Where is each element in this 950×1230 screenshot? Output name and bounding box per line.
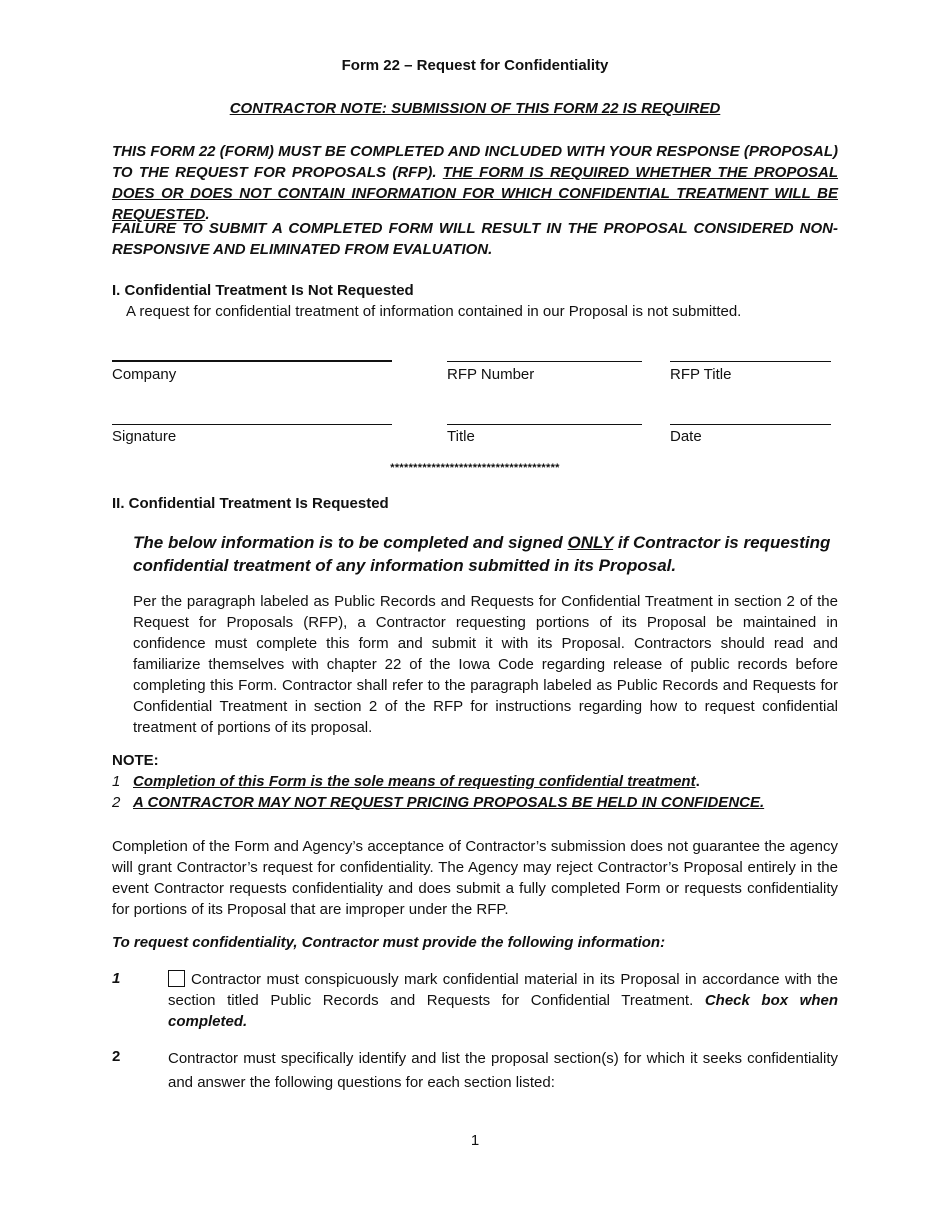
intro-paragraph	[112, 141, 838, 225]
page-number: 1	[470, 1132, 480, 1149]
step-2-text: Contractor must specifically identify and list the proposal section(s) for which it seeks confidentiality and answer the following questions for each section listed:	[168, 1050, 838, 1091]
section1-heading: I. Confidential Treatment Is Not Requested	[112, 282, 414, 299]
date-line[interactable]	[670, 424, 831, 425]
date-label: Date	[670, 428, 702, 445]
company-line[interactable]	[112, 360, 392, 362]
step-1-bold-text: Check box when completed.	[168, 992, 839, 1030]
section2-heading: II. Confidential Treatment Is Requested	[112, 495, 389, 512]
intro-part2: THE FORM IS REQUIRED WHETHER THE PROPOSAL DOES OR DOES NOT CONTAIN INFORMATION FOR WHICH CONFIDENTIAL TREATMENT WILL BE REQUESTED	[112, 164, 838, 223]
emphasis-part2: if Contractor is requesting confidential treatment of any information submitted in its Proposal.	[133, 533, 831, 575]
rfp-number-label: RFP Number	[447, 366, 535, 383]
note-item-text: A CONTRACTOR MAY NOT REQUEST PRICING PROPOSALS BE HELD IN CONFIDENCE.	[133, 794, 765, 811]
step-1-text: Contractor must conspicuously mark confidential material in its Proposal in accordance with the section titled Public Records and Requests for Confidential Treatment.	[168, 971, 838, 1009]
note-item-1	[112, 773, 700, 790]
intro-part3: .	[205, 206, 210, 223]
request-intro: To request confidentiality, Contractor must provide the following information:	[112, 934, 666, 951]
rfp-title-label: RFP Title	[670, 366, 732, 383]
note-label: NOTE:	[112, 752, 159, 769]
signature-label: Signature	[112, 428, 177, 445]
contractor-note: CONTRACTOR NOTE: SUBMISSION OF THIS FORM 22 IS REQUIRED	[229, 100, 721, 117]
company-label: Company	[112, 366, 177, 383]
confidential-marked-checkbox[interactable]	[168, 970, 185, 987]
form-title: Form 22 – Request for Confidentiality	[341, 57, 609, 74]
emphasis-part1: The below information is to be completed and signed	[133, 533, 568, 552]
emphasis-only: ONLY	[567, 533, 614, 552]
acceptance-paragraph: Completion of the Form and Agency’s acceptance of Contractor’s submission does not guarantee the agency will grant Contractor’s request for confidentiality. The Agency may reject Contractor’s Proposal entirely in the event Contractor requests confidentiality and does submit a fully completed Form or requests confidentiality for portions of its Proposal that are improper under the RFP.	[112, 838, 838, 918]
title-line[interactable]	[447, 424, 642, 425]
step-2-number: 2	[112, 1048, 121, 1065]
section2-paragraph: Per the paragraph labeled as Public Records and Requests for Confidential Treatment in section 2 of the Request for Proposals (RFP), a Contractor requesting portions of its Proposal be maintained in confidence must complete this form and submit it with its Proposal. Contractors should read and familiarize themselves with chapter 22 of the Iowa Code regarding release of public records before completing this Form. Contractor shall refer to the paragraph labeled as Public Records and Requests for Confidential Treatment in section 2 of the RFP for instructions regarding how to request confidential treatment of portions of its proposal.	[133, 593, 838, 736]
title-label: Title	[447, 428, 475, 445]
section1-text: A request for confidential treatment of information contained in our Proposal is not submitted.	[126, 303, 742, 320]
step-1	[168, 969, 838, 1032]
rfp-number-line[interactable]	[447, 361, 642, 362]
note-item-2	[112, 794, 764, 811]
note-item-suffix: .	[695, 773, 700, 790]
note-item-text: Completion of this Form is the sole means of requesting confidential treatment	[133, 773, 696, 790]
note-item-number: 2	[112, 794, 121, 811]
section2-emphasis	[133, 531, 838, 577]
rfp-title-line[interactable]	[670, 361, 831, 362]
signature-line[interactable]	[112, 424, 392, 425]
step-1-number: 1	[112, 970, 121, 987]
intro-part1: THIS FORM 22 (FORM) MUST BE COMPLETED AND INCLUDED WITH YOUR RESPONSE (PROPOSAL) TO THE REQUEST FOR PROPOSALS (RFP).	[112, 143, 838, 181]
note-item-number: 1	[112, 773, 121, 790]
failure-warning: FAILURE TO SUBMIT A COMPLETED FORM WILL RESULT IN THE PROPOSAL CONSIDERED NON-RESPONSIVE AND ELIMINATED FROM EVALUATION.	[112, 220, 838, 258]
separator: *************************************	[390, 462, 560, 474]
